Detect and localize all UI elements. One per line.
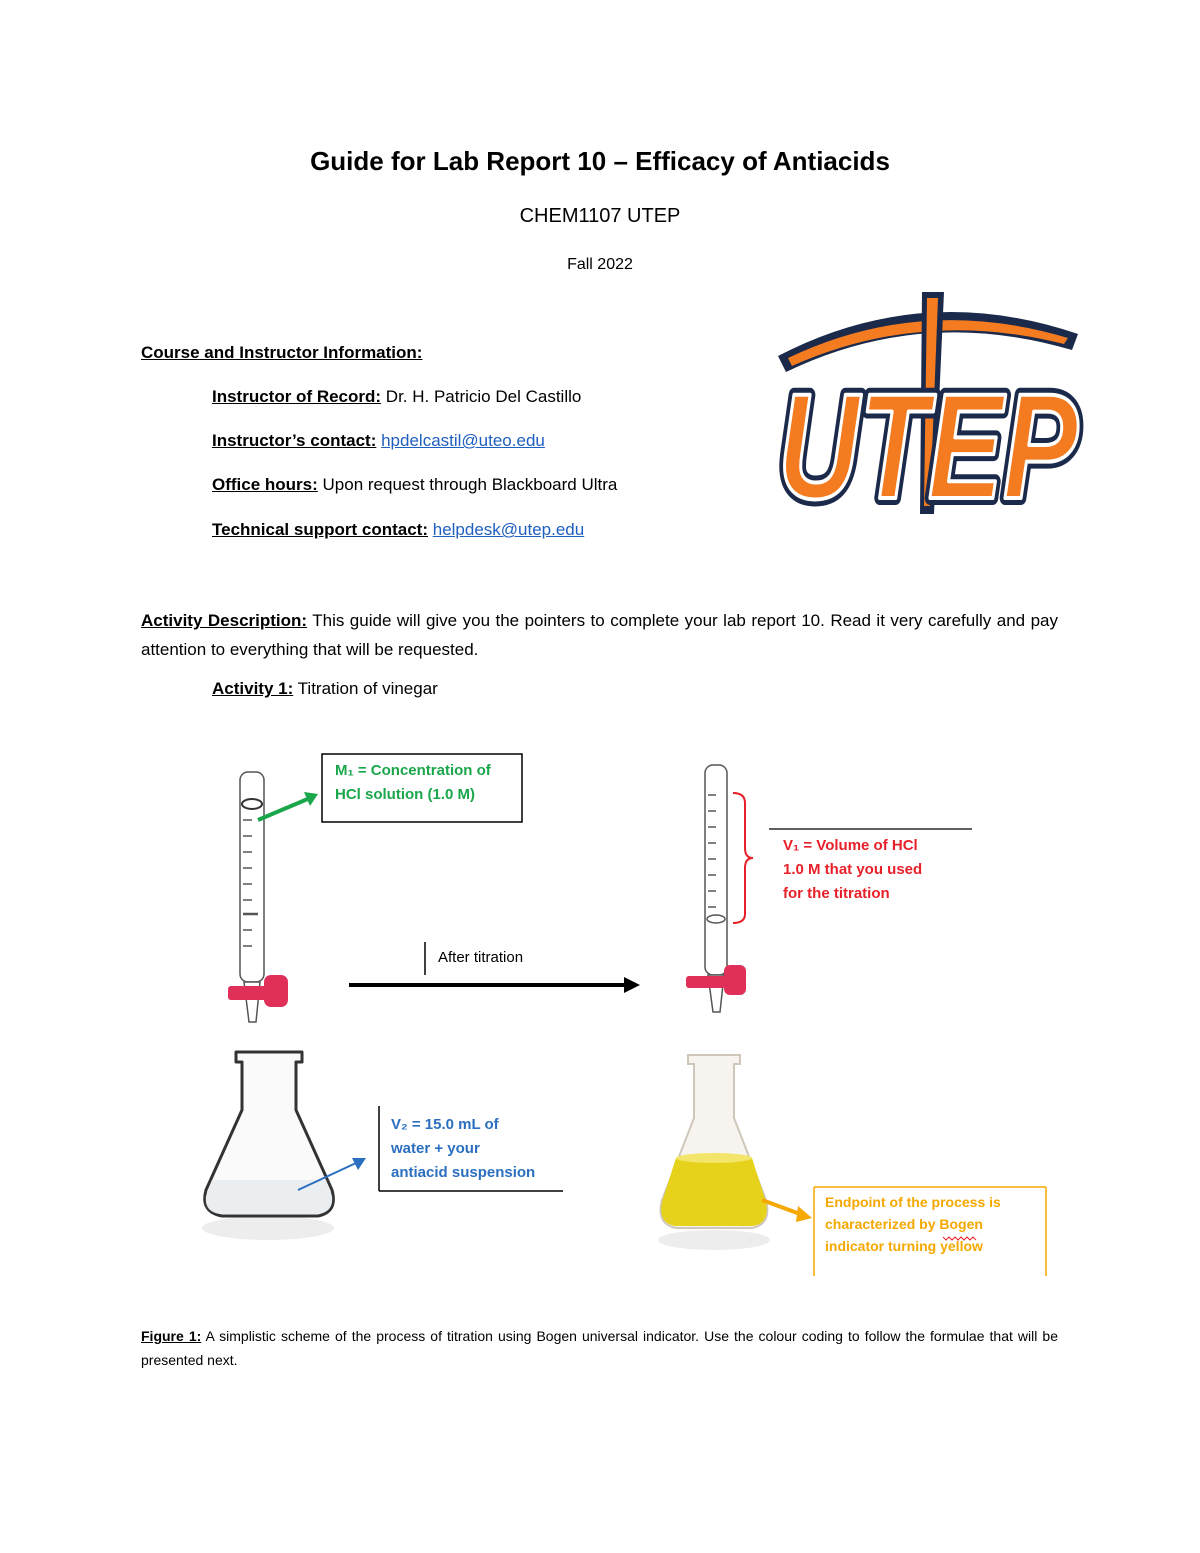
- after-titration-label: After titration: [438, 949, 524, 966]
- endpoint-label: [825, 1191, 1001, 1257]
- activity-description-text: This guide will give you the pointers to complete your lab report 10. Read it very carefully and pay attention to everything that will be requested.: [141, 611, 1058, 659]
- activity-description-label: Activity Description:: [141, 611, 308, 630]
- svg-text:UTEP: UTEP: [778, 362, 1079, 518]
- utep-logo: [772, 286, 1084, 518]
- term: Fall 2022: [567, 256, 633, 273]
- office-hours-label: Office hours:: [212, 475, 318, 494]
- office-hours-row: [212, 475, 617, 495]
- m1-label-line1: M₁ = Concentration of: [335, 762, 491, 779]
- v1-label-line3: for the titration: [783, 885, 890, 902]
- activity-description: [141, 606, 1058, 664]
- v2-label: [391, 1113, 535, 1185]
- support-label: Technical support contact:: [212, 520, 428, 539]
- course-info-heading: Course and Instructor Information:: [141, 343, 423, 362]
- helpdesk-email-link[interactable]: helpdesk@utep.edu: [432, 520, 585, 539]
- volume-bracket: [733, 793, 753, 923]
- figure-caption-label: Figure 1:: [141, 1328, 202, 1344]
- endpoint-label-line3: indicator turning yellow: [825, 1238, 983, 1254]
- v2-label-line2: water + your: [391, 1140, 480, 1157]
- v1-label-line1: V₁ = Volume of HCl: [783, 837, 918, 854]
- flask-before: [202, 1052, 334, 1240]
- instructor-value: Dr. H. Patricio Del Castillo: [381, 387, 582, 406]
- v1-label-line2: 1.0 M that you used: [783, 861, 923, 878]
- v2-label-line3: antiacid suspension: [391, 1164, 536, 1181]
- v2-label-line1: V₂ = 15.0 mL of: [391, 1116, 499, 1133]
- activity-1-label: Activity 1:: [212, 679, 294, 698]
- m1-label-line2: HCl solution (1.0 M): [335, 786, 475, 803]
- page-title: Guide for Lab Report 10 – Efficacy of Antiacids: [310, 146, 890, 176]
- titration-figure: [0, 730, 1200, 1300]
- figure-caption: [141, 1324, 1058, 1372]
- flask-after: [658, 1055, 770, 1250]
- contact-label: Instructor’s contact:: [212, 431, 377, 450]
- svg-text:UTEP: UTEP: [778, 362, 1079, 518]
- course-code: CHEM1107 UTEP: [519, 205, 681, 227]
- instructor-label: Instructor of Record:: [212, 387, 382, 406]
- contact-row: [212, 431, 545, 451]
- activity-1: [212, 679, 438, 699]
- office-hours-value: Upon request through Blackboard Ultra: [317, 475, 618, 494]
- instructor-row: [212, 387, 581, 407]
- figure-caption-text: A simplistic scheme of the process of titration using Bogen universal indicator. Use the colour coding to follow the formulae that will be presented next.: [141, 1328, 1058, 1368]
- m1-label: [335, 759, 491, 807]
- endpoint-label-line2: characterized by Bogen: [825, 1216, 983, 1232]
- activity-1-text: Titration of vinegar: [293, 679, 438, 698]
- instructor-email-link[interactable]: hpdelcastil@uteo.edu: [381, 431, 545, 450]
- v1-label: [783, 834, 922, 906]
- support-row: [212, 520, 584, 540]
- burette-after: [686, 765, 746, 1012]
- endpoint-label-line1: Endpoint of the process is: [825, 1194, 1001, 1210]
- green-pointer-arrow: [258, 798, 310, 820]
